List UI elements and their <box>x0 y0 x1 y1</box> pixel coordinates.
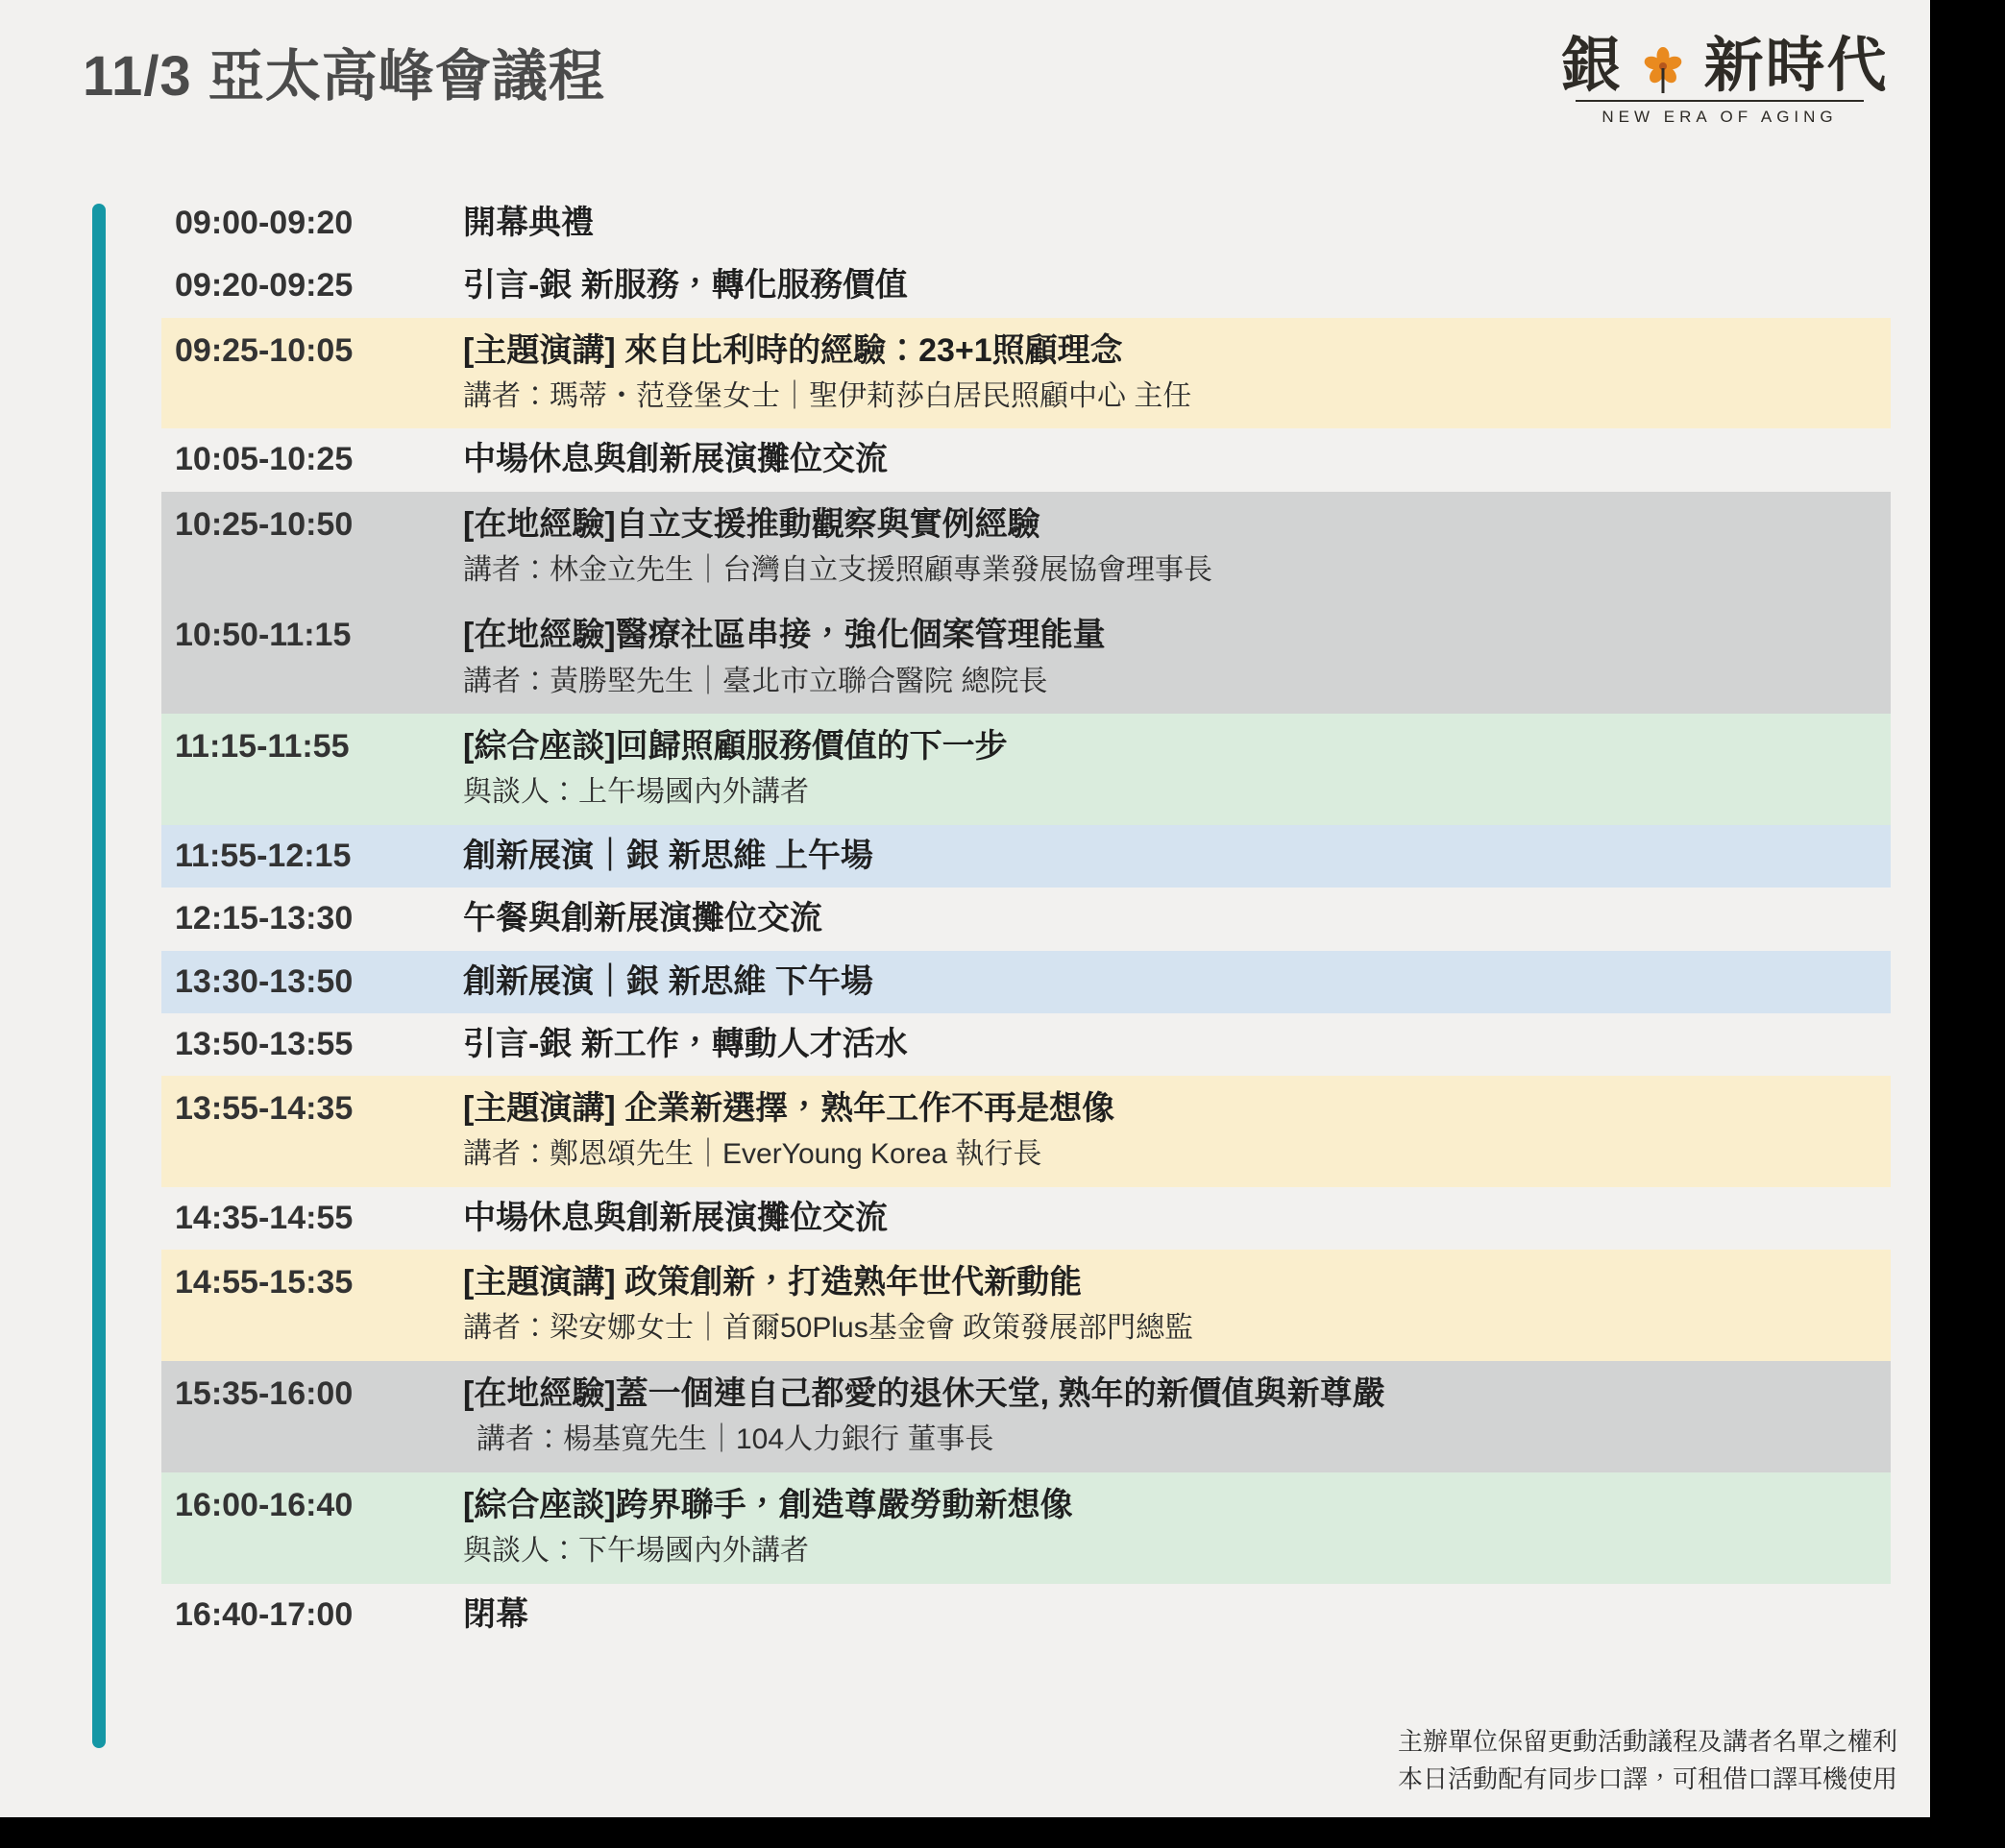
logo-tagline: NEW ERA OF AGING <box>1602 108 1838 126</box>
agenda-row-speaker: 講者：楊基寬先生｜104人力銀行 董事長 <box>477 1423 994 1456</box>
agenda-row-topic: [主題演講] 政策創新，打造熟年世代新動能 <box>463 1264 1083 1301</box>
agenda-row-time: 16:00-16:40 <box>175 1486 354 1523</box>
agenda-row-body <box>463 1021 1891 1067</box>
poster-header <box>83 33 1899 161</box>
agenda-row <box>161 825 1891 888</box>
agenda-row-body <box>463 612 1891 702</box>
agenda-row-speaker: 講者：瑪蒂・范登堡女士｜聖伊莉莎白居民照顧中心 主任 <box>463 379 1192 412</box>
agenda-row-topic: 創新展演｜銀 新思維 下午場 <box>463 962 873 1000</box>
agenda-row-topic: [在地經驗]蓋一個連自己都愛的退休天堂, 熟年的新價值與新尊嚴 <box>463 1374 1385 1412</box>
agenda-table <box>92 192 1889 1646</box>
agenda-row-body <box>463 501 1891 592</box>
agenda-row-time: 13:50-13:55 <box>175 1025 354 1062</box>
agenda-row <box>161 318 1891 429</box>
agenda-row-body <box>463 1592 1891 1638</box>
agenda-row <box>161 1076 1891 1187</box>
footnotes <box>1398 1723 1897 1798</box>
agenda-row-body <box>463 1195 1891 1241</box>
agenda-row-speaker: 講者：梁安娜女士｜首爾50Plus基金會 政策發展部門總監 <box>463 1312 1194 1345</box>
agenda-row-time: 12:15-13:30 <box>175 900 354 937</box>
agenda-row-body <box>463 723 1891 814</box>
agenda-row <box>161 714 1891 825</box>
page-title: 11/3 亞太高峰會議程 <box>83 45 605 108</box>
agenda-row-topic: [在地經驗]醫療社區串接，強化個案管理能量 <box>463 617 1106 654</box>
agenda-row-time: 10:50-11:15 <box>175 617 352 654</box>
logo-wordmark <box>1561 33 1889 99</box>
agenda-row-body <box>463 895 1891 941</box>
agenda-row-speaker: 講者：黃勝堅先生｜臺北市立聯合醫院 總院長 <box>463 665 1048 697</box>
agenda-row-body <box>463 262 1891 308</box>
page-edge-right <box>1930 0 2005 1848</box>
agenda-row-time: 09:00-09:20 <box>175 205 354 241</box>
agenda-row <box>161 951 1891 1013</box>
agenda-row-topic: 中場休息與創新展演攤位交流 <box>463 1199 888 1236</box>
agenda-row-body <box>463 833 1891 879</box>
agenda-row-body <box>463 328 1891 418</box>
agenda-row-time: 14:35-14:55 <box>175 1199 354 1236</box>
agenda-row-time: 15:35-16:00 <box>175 1374 354 1412</box>
agenda-row-topic: 引言-銀 新服務，轉化服務價值 <box>463 267 908 304</box>
agenda-row-topic: [主題演講] 來自比利時的經驗：23+1照顧理念 <box>463 331 1123 369</box>
flower-icon <box>1641 45 1685 95</box>
agenda-row-time: 16:40-17:00 <box>175 1595 354 1633</box>
logo-text-left: 銀 <box>1561 33 1624 99</box>
agenda-row-time: 14:55-15:35 <box>175 1264 354 1301</box>
agenda-row-time: 13:55-14:35 <box>175 1090 354 1128</box>
agenda-row-body <box>463 1085 1891 1176</box>
agenda-row-speaker: 講者：鄭恩頌先生｜EverYoung Korea 執行長 <box>463 1138 1042 1171</box>
logo-divider <box>1576 100 1864 102</box>
agenda-row-body <box>463 959 1891 1005</box>
agenda-row-topic: [綜合座談]回歸照顧服務價值的下一步 <box>463 728 1008 766</box>
agenda-row-body <box>463 1482 1891 1572</box>
agenda-row-topic: [在地經驗]自立支援推動觀察與實例經驗 <box>463 505 1040 543</box>
agenda-row <box>161 1472 1891 1584</box>
agenda-row <box>161 492 1891 603</box>
agenda-row <box>161 1250 1891 1361</box>
agenda-row-time: 09:25-10:05 <box>175 331 354 369</box>
agenda-row <box>161 1584 1891 1646</box>
agenda-row-time: 10:25-10:50 <box>175 505 354 543</box>
agenda-rows <box>161 192 1891 1646</box>
agenda-row <box>161 1361 1891 1472</box>
agenda-row-time: 11:55-12:15 <box>175 837 352 874</box>
agenda-row <box>161 255 1891 317</box>
agenda-row-time: 13:30-13:50 <box>175 962 354 1000</box>
agenda-row-topic: 創新展演｜銀 新思維 上午場 <box>463 837 873 874</box>
agenda-row <box>161 1013 1891 1076</box>
agenda-row-time: 11:15-11:55 <box>175 728 350 766</box>
agenda-row <box>161 602 1891 714</box>
agenda-row-time: 09:20-09:25 <box>175 267 354 304</box>
agenda-row <box>161 1187 1891 1250</box>
agenda-row <box>161 192 1891 255</box>
agenda-row-topic: [主題演講] 企業新選擇，熟年工作不再是想像 <box>463 1090 1115 1128</box>
logo-text-right: 新時代 <box>1703 33 1889 99</box>
footnote-line: 主辦單位保留更動活動議程及講者名單之權利 <box>1397 1727 1897 1756</box>
footnote-line: 本日活動配有同步口譯，可租借口譯耳機使用 <box>1397 1764 1897 1793</box>
agenda-row-topic: 引言-銀 新工作，轉動人才活水 <box>463 1025 908 1062</box>
agenda-row-time: 10:05-10:25 <box>175 441 354 478</box>
agenda-row-body <box>463 200 1891 246</box>
agenda-row-body <box>463 1371 1891 1461</box>
agenda-row-topic: [綜合座談]跨界聯手，創造尊嚴勞動新想像 <box>463 1486 1073 1523</box>
agenda-row-topic: 午餐與創新展演攤位交流 <box>463 900 822 937</box>
agenda-row-topic: 開幕典禮 <box>463 205 594 241</box>
page-edge-bottom <box>0 1817 2005 1848</box>
agenda-row-topic: 閉幕 <box>463 1595 528 1633</box>
agenda-row <box>161 428 1891 491</box>
brand-logo <box>1561 33 1889 127</box>
agenda-row-body <box>463 1259 1891 1350</box>
agenda-row <box>161 888 1891 950</box>
agenda-row-speaker: 與談人：上午場國內外講者 <box>463 776 809 809</box>
agenda-row-body <box>463 436 1891 482</box>
agenda-row-topic: 中場休息與創新展演攤位交流 <box>463 441 888 478</box>
agenda-row-speaker: 與談人：下午場國內外講者 <box>463 1535 809 1567</box>
agenda-row-speaker: 講者：林金立先生｜台灣自立支援照顧專業發展協會理事長 <box>463 553 1212 586</box>
timeline-bar <box>92 204 106 1748</box>
